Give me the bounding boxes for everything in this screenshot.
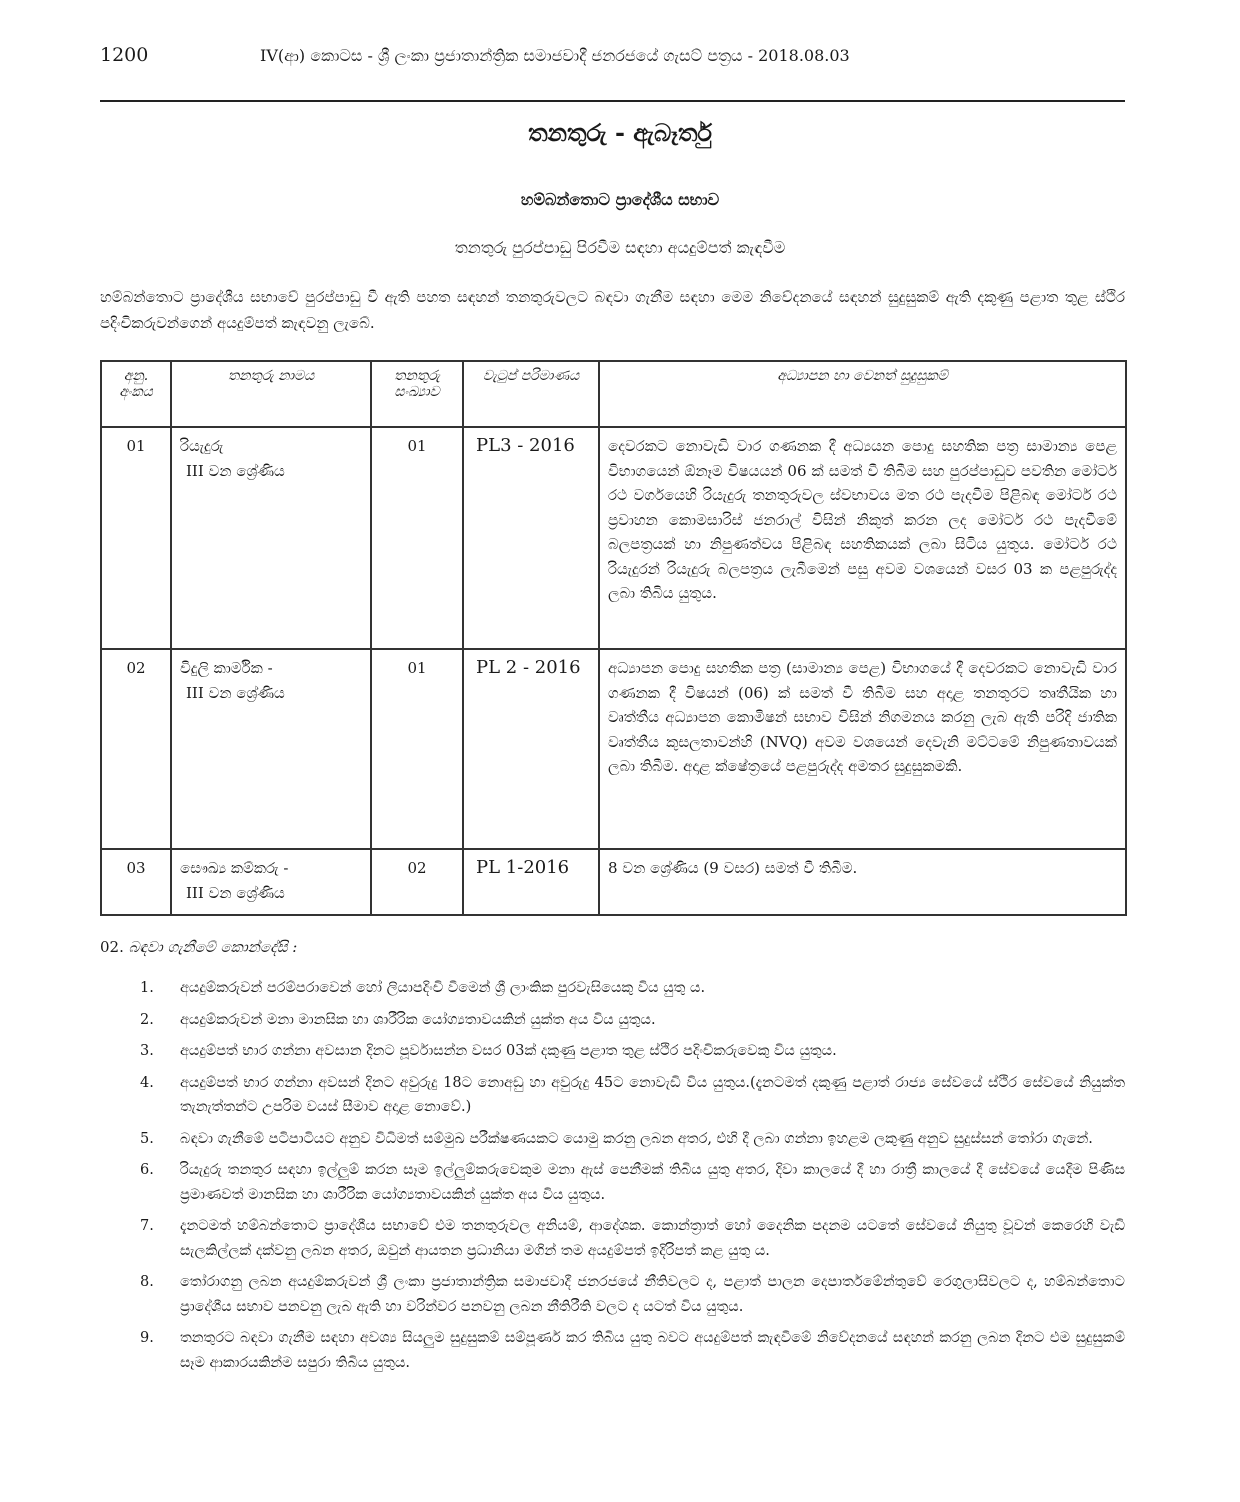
vacancies-table: [100, 360, 1127, 916]
post-grade: III වන ශ්‍රේණිය: [186, 461, 285, 480]
item-number: 4.: [140, 1074, 154, 1091]
item-text: රියැදුරු තනතුර සඳහා ඉල්ලුම් කරන සෑම ඉල්ලුම්කරුවෙකුම මනා ඇස් පෙනීමක් තිබිය යුතු අතර, දිවා කාලයේ දී හා රාත්‍රී කාලයේ දී සේවයේ යෙදීම පිණිස ප්‍රමාණවත් මානසික හා ශාරීරික යෝග්‍යතාවයකින් යුක්ත අය විය යුතුය.: [180, 1162, 1125, 1203]
item-number: 3.: [140, 1043, 154, 1059]
post-grade: III වන ශ්‍රේණිය: [186, 883, 285, 902]
list-item: [100, 1071, 1125, 1120]
page-title: තනතුරු - ඇබෑර්තු: [528, 118, 712, 147]
item-text: අයදුම්කරුවන් මනා මානසික හා ශාරීරික යෝග්‍යතාවයකින් යුක්ත අය විය යුතුය.: [180, 1011, 656, 1028]
item-text: බඳවා ගැනීමේ පටිපාටියට අනුව විධිමත් සම්මුඛ පරීක්ෂණයකට යොමු කරනු ලබන අතර, එහි දී ලබා ගන්නා ඉහළම ලකුණු අනුව සුදුස්සන් තෝරා ගැනේ.: [180, 1130, 1093, 1147]
section-heading: බඳවා ගැනීමේ කොන්දේසි :: [128, 938, 298, 956]
post-grade: III වන ශ්‍රේණිය: [186, 683, 285, 702]
notice-subtitle: තනතුරු පුරප්පාඩු පිරවීම සඳහා අයදුම්පත් කැඳවීම: [454, 238, 786, 257]
running-head: IV(ආ) කොටස - ශ්‍රී ලංකා ප්‍රජාතාන්ත්‍රික සමාජවාදී ජනරජයේ ගැසට් පත්‍රය - 2018.08.03: [260, 46, 850, 65]
table-header-row: [101, 361, 1126, 427]
conditions-heading: [100, 938, 297, 956]
item-number: 8.: [140, 1274, 154, 1290]
table-row: [101, 427, 1126, 649]
list-item: [100, 1008, 1125, 1033]
row-count: 02: [371, 849, 463, 915]
post-name: සෞඛ්‍ය කම්කරු -: [180, 859, 289, 877]
row-salary-scale: PL3 - 2016: [463, 427, 599, 649]
row-qualifications: දෙවරකට නොවැඩි වාර ගණනක දී අධ්‍යයන පොදු සහතික පත්‍ර සාමාන්‍ය පෙළ විභාගයෙන් ඕනෑම විෂයයන් 06 ක් සමත් වී තිබීම සහ පුරප්පාඩුව පවතින මෝටර් රථ වර්ගයෙහි රියැදුරු තනතුරුවල ස්වභාවය මත රථ පැදවීම පිළිබඳ මෝටර් රථ ප්‍රවාහන කොමසාරිස් ජනරාල් විසින් නිකුත් කරන ලද මෝටර් රථ පැදවීමේ බලපත්‍රයක් හා නිපුණත්වය පිළිබඳ සහතිකයක් ලබා සිටිය යුතුය. මෝටර් රථ රියැදුරන් රියැදුරු බලපත්‍රය ලැබීමෙන් පසු අවම වශයෙන් වසර 03 ක පළපුරුද්ද ලබා තිබිය යුතුය.: [599, 427, 1126, 649]
item-text: තනතුරට බඳවා ගැනීම සඳහා අවශ්‍ය සියලුම සුදුසුකම් සම්පූර්ණ කර තිබිය යුතු බවට අයදුම්පත් කැඳවීමේ නිවේදනයේ සඳහන් කරනු ලබන දිනට එම සුදුසුකම් සෑම ආකාරයකින්ම සපුරා තිබිය යුතුය.: [180, 1330, 1125, 1371]
item-text: දැනටමත් හම්බන්තොට ප්‍රාදේශීය සභාවේ එම තනතුරුවල අනියම්, ආදේශක. කොන්ත්‍රාත් හෝ දෛනික පදනම යටතේ සේවයේ නියුතු වූවන් කෙරෙහි වැඩි සැලකිල්ලක් දක්වනු ලබන අතර, ඔවුන් ආයතන ප්‍රධානියා මගින් තම අයදුම්පත් ඉදිරිපත් කළ යුතු ය.: [180, 1218, 1125, 1259]
list-item: [100, 1127, 1125, 1152]
row-salary-scale: PL 2 - 2016: [463, 649, 599, 849]
item-text: තෝරාගනු ලබන අයදුම්කරුවන් ශ්‍රී ලංකා ප්‍රජාතාන්ත්‍රික සමාජවාදී ජනරජයේ නීතිවලට ද, පළාත් පාලන දෙපාර්තමේන්තුවේ රෙගුලාසිවලට ද, හම්බන්තොට ප්‍රාදේශීය සභාව පනවනු ලැබ ඇති හා වරින්වර පනවනු ලබන නීතිරීති වලට ද යටත් විය යුතුය.: [180, 1274, 1125, 1315]
conditions-list: [100, 976, 1125, 1382]
row-num: 01: [101, 427, 171, 649]
row-post: [171, 649, 371, 849]
list-item: [100, 1039, 1125, 1064]
table-row: [101, 849, 1126, 915]
row-salary-scale: PL 1-2016: [463, 849, 599, 915]
item-text: අයදුම්පත් භාර ගන්නා අවසන් දිනට අවුරුදු 18ට නොඅඩු හා අවුරුදු 45ට නොවැඩි විය යුතුය.(දැනටමත් දකුණු පළාත් රාජ්‍ය සේවයේ ස්ථිර සේවයේ නියුක්ත තැනැත්තන්ට උපරිම වයස් සීමාව අදාළ නොවේ.): [180, 1074, 1125, 1115]
table-row: [101, 649, 1126, 849]
section-number: 02.: [100, 938, 124, 956]
item-number: 2.: [140, 1011, 154, 1028]
row-qualifications: 8 වන ශ්‍රේණිය (9 වසර) සමත් වී තිබීම.: [599, 849, 1126, 915]
col-header-count: තනතුරු සංඛ්‍යාව: [371, 361, 463, 427]
row-count: 01: [371, 427, 463, 649]
row-qualifications: අධ්‍යාපන පොදු සහතික පත්‍ර (සාමාන්‍ය පෙළ) විභාගයේ දී දෙවරකට නොවැඩි වාර ගණනක දී විෂයන් (06) ක් සමත් වී තිබීම සහ අදාළ තනතුරට තෘතීයික හා වෘත්තීය අධ්‍යාපන කොමිෂන් සභාව විසින් නිගමනය කරනු ලැබ ඇති පරිදි ජාතික වෘත්තීය කුසලතාවන්හි (NVQ) අවම වශයෙන් දෙවැනි මට්ටමේ නිපුණතාවයක් ලබා තිබීම. අදාළ ක්ෂේත්‍රයේ පළපුරුද්ද අමතර සුදුසුකමකි.: [599, 649, 1126, 849]
item-number: 5.: [140, 1130, 154, 1147]
post-name: රියැදුරු: [180, 437, 224, 455]
list-item: [100, 1326, 1125, 1375]
col-header-scale: වැටුප් පරිමාණය: [463, 361, 599, 427]
page-number: 1200: [100, 44, 149, 66]
intro-paragraph: හම්බන්තොට ප්‍රාදේශීය සභාවේ පුරප්පාඩු වී ඇති පහත සඳහන් තනතුරුවලට බඳවා ගැනීම සඳහා මෙම නිවේදනයේ සඳහන් සුදුසුකම් ඇති දකුණු පළාත තුළ ස්ථිර පදිංචිකරුවන්ගෙන් අයදුම්පත් කැඳවනු ලැබේ.: [100, 288, 1125, 332]
item-number: 6.: [140, 1162, 154, 1178]
item-text: අයදුම්කරුවන් පරම්පරාවෙන් හෝ ලියාපදිංචි වීමෙන් ශ්‍රී ලාංකික පුරවැසියෙකු විය යුතු ය.: [180, 980, 706, 996]
list-item: [100, 1270, 1125, 1319]
item-number: 1.: [140, 980, 154, 996]
list-item: [100, 1214, 1125, 1263]
page-header: [100, 44, 1125, 84]
row-count: 01: [371, 649, 463, 849]
post-name: විදුලි කාර්මික -: [180, 659, 273, 677]
item-text: අයදුම්පත් භාර ගන්නා අවසාන දිනට පූර්වාසන්න වසර 03ක් දකුණු පළාත තුළ ස්ථිර පදිංචිකරුවෙකු විය යුතුය.: [180, 1043, 837, 1059]
col-header-num: අනු. අංකය: [101, 361, 171, 427]
list-item: [100, 1158, 1125, 1207]
header-rule: [100, 100, 1125, 102]
row-post: [171, 427, 371, 649]
col-header-post: තනතුරු නාමය: [171, 361, 371, 427]
list-item: [100, 976, 1125, 1001]
item-number: 7.: [140, 1218, 154, 1234]
col-header-quals: අධ්‍යාපන හා වෙනත් සුදුසුකම්: [599, 361, 1126, 427]
institution-name: හම්බන්තොට ප්‍රාදේශීය සභාව: [520, 190, 720, 209]
row-num: 03: [101, 849, 171, 915]
row-post: [171, 849, 371, 915]
row-num: 02: [101, 649, 171, 849]
item-number: 9.: [140, 1330, 154, 1346]
